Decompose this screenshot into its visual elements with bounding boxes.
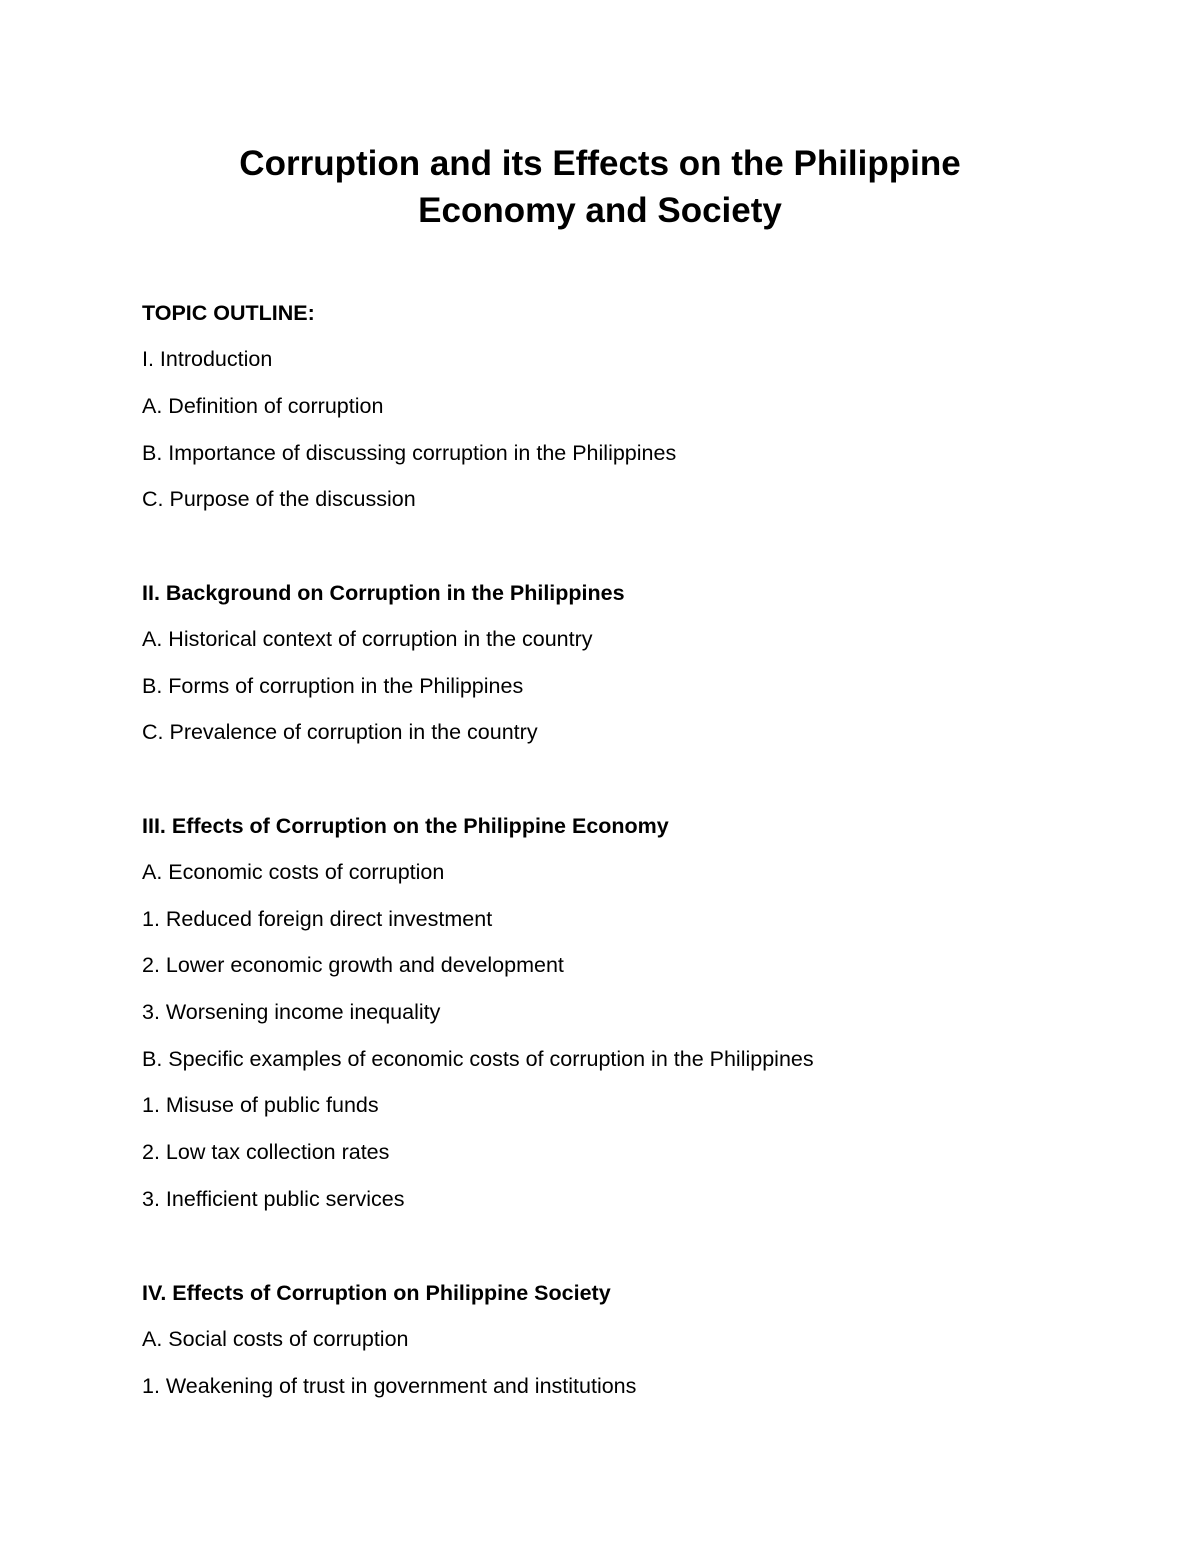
outline-item: B. Forms of corruption in the Philippines xyxy=(142,674,524,698)
topic-outline-label: TOPIC OUTLINE: xyxy=(142,301,315,325)
outline-subitem: 3. Inefficient public services xyxy=(142,1187,405,1211)
outline-item: A. Social costs of corruption xyxy=(142,1327,409,1351)
outline-section-heading: I. Introduction xyxy=(142,347,273,371)
outline-subitem: 3. Worsening income inequality xyxy=(142,1000,441,1024)
outline-item: C. Prevalence of corruption in the country xyxy=(142,720,538,744)
outline-item: A. Definition of corruption xyxy=(142,394,384,418)
outline-item: B. Importance of discussing corruption in the Philippines xyxy=(142,441,677,465)
document-title xyxy=(0,140,1200,234)
outline-subitem: 1. Misuse of public funds xyxy=(142,1093,379,1117)
outline-item: A. Economic costs of corruption xyxy=(142,860,445,884)
title-line-1: Corruption and its Effects on the Philippine xyxy=(239,144,961,183)
outline-item: B. Specific examples of economic costs of corruption in the Philippines xyxy=(142,1047,814,1071)
outline-item: C. Purpose of the discussion xyxy=(142,487,416,511)
outline-subitem: 2. Low tax collection rates xyxy=(142,1140,390,1164)
outline-section-heading: II. Background on Corruption in the Philippines xyxy=(142,581,625,605)
outline-subitem: 2. Lower economic growth and development xyxy=(142,953,564,977)
outline-section-heading: IV. Effects of Corruption on Philippine Society xyxy=(142,1281,611,1305)
outline-section-heading: III. Effects of Corruption on the Philippine Economy xyxy=(142,814,669,838)
outline-subitem: 1. Weakening of trust in government and institutions xyxy=(142,1374,637,1398)
outline-item: A. Historical context of corruption in the country xyxy=(142,627,593,651)
title-line-2: Economy and Society xyxy=(418,191,782,230)
outline-subitem: 1. Reduced foreign direct investment xyxy=(142,907,493,931)
